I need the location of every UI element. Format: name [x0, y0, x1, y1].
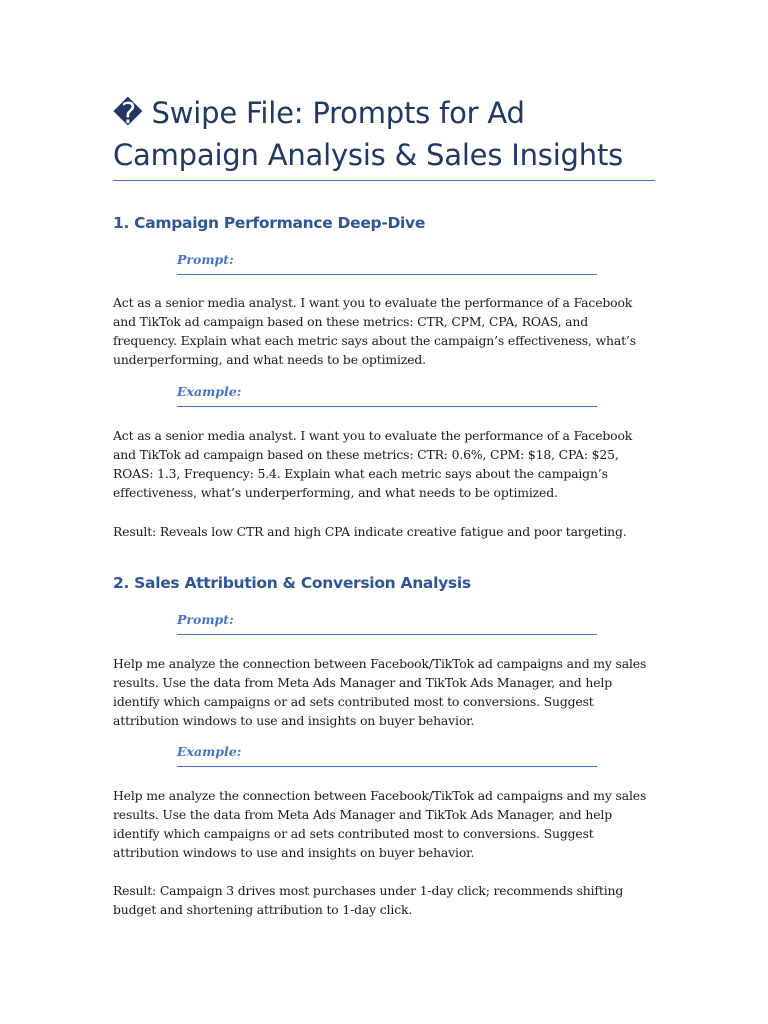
example-text: Act as a senior media analyst. I want you to evaluate the performance of a Facebook and TikTok ad campaign based on these metrics: CTR: 0.6%, CPM: $18, CPA: $25, ROAS: 1.3, Frequency: 5.4. Explain what each metric says about the campaign’s effectiveness, what’s underperforming, and what needs to be optimized. [113, 428, 633, 500]
title-divider [113, 180, 655, 181]
prompt-text: Act as a senior media analyst. I want you to evaluate the performance of a Facebook and TikTok ad campaign based on these metrics: CTR, CPM, CPA, ROAS, and frequency. Explain what each metric says about the campaign’s effectiveness, what’s underperforming, and what needs to be optimized. [113, 295, 636, 367]
example-text: Help me analyze the connection between Facebook/TikTok ad campaigns and my sales results. Use the data from Meta Ads Manager and TikTok Ads Manager, and help identify which campaigns or ad sets contributed most to conversions. Suggest attribution windows to use and insights on buyer behavior. [113, 788, 647, 860]
example-label: Example: [177, 383, 597, 407]
example-label: Example: [177, 743, 597, 767]
section-heading-sales-attribution: 2. Sales Attribution & Conversion Analysis [113, 574, 471, 592]
prompt-text: Help me analyze the connection between Facebook/TikTok ad campaigns and my sales results. Use the data from Meta Ads Manager and TikTok Ads Manager, and help identify which campaigns or ad sets contributed most to conversions. Suggest attribution windows to use and insights on buyer behavior. [113, 656, 647, 728]
document-title: � Swipe File: Prompts for Ad Campaign Analysis & Sales Insights [113, 96, 624, 172]
result-text: Result: Campaign 3 drives most purchases under 1-day click; recommends shifting budget and shortening attribution to 1-day click. [113, 883, 624, 917]
section-heading-campaign-performance: 1. Campaign Performance Deep-Dive [113, 214, 426, 232]
result-text: Result: Reveals low CTR and high CPA indicate creative fatigue and poor targeting. [113, 524, 627, 539]
prompt-label: Prompt: [177, 611, 597, 635]
prompt-label: Prompt: [177, 251, 597, 275]
